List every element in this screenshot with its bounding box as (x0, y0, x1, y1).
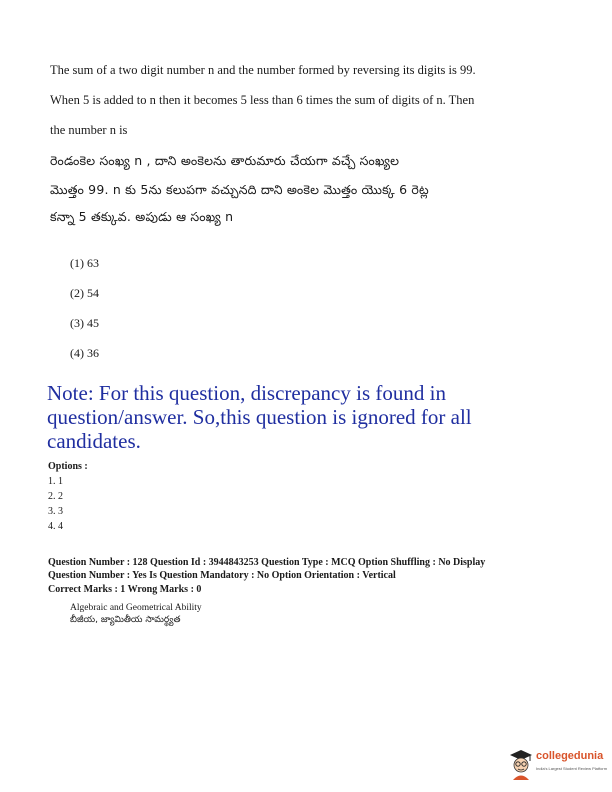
question-text-line: When 5 is added to n then it becomes 5 less than 6 times the sum of digits of n. Then (50, 93, 475, 107)
question-meta-line: Question Number : 128 Question Id : 3944843253 Question Type : MCQ Option Shuffling : No Display (48, 557, 486, 568)
subject-telugu: బీజీయ, జ్యామితీయ సామర్థ్యత (70, 615, 181, 625)
question-meta-line: Question Number : Yes Is Question Mandatory : No Option Orientation : Vertical (48, 570, 396, 581)
question-telugu-line: మొత్తం 99. n కు 5ను కలుపగా వచ్చునది దాని అంకెల మొత్తం యొక్క 6 రెట్ల (50, 182, 429, 197)
question-telugu-line: కన్నా 5 తక్కువ. అపుడు ఆ సంఖ్య n (50, 209, 234, 224)
answer-choice: (4) 36 (70, 346, 99, 360)
options-heading: Options : (48, 461, 88, 472)
option-item: 4. 4 (48, 521, 63, 532)
logo-tagline: India's Largest Student Review Platform (536, 766, 608, 771)
answer-choice: (1) 63 (70, 256, 99, 270)
option-item: 1. 1 (48, 476, 63, 487)
subject-english: Algebraic and Geometrical Ability (70, 603, 202, 613)
question-telugu-line: రెండంకెల సంఖ్య n , దాని అంకెలను తారుమారు చేయగా వచ్చే సంఖ్యల (50, 153, 400, 168)
option-item: 3. 3 (48, 506, 63, 517)
answer-choice: (3) 45 (70, 316, 99, 330)
logo-wordmark: collegedunia (536, 750, 604, 762)
question-text-line: The sum of a two digit number n and the number formed by reversing its digits is 99. (50, 63, 476, 77)
option-item: 2. 2 (48, 491, 63, 502)
discrepancy-note: Note: For this question, discrepancy is found in question/answer. So,this question is ignored for all candidates. (47, 381, 472, 453)
answer-choice: (2) 54 (70, 286, 99, 300)
graduate-mascot-icon (508, 748, 534, 780)
question-text-line: the number n is (50, 123, 128, 137)
question-marks: Correct Marks : 1 Wrong Marks : 0 (48, 584, 202, 595)
collegedunia-logo (508, 748, 608, 782)
